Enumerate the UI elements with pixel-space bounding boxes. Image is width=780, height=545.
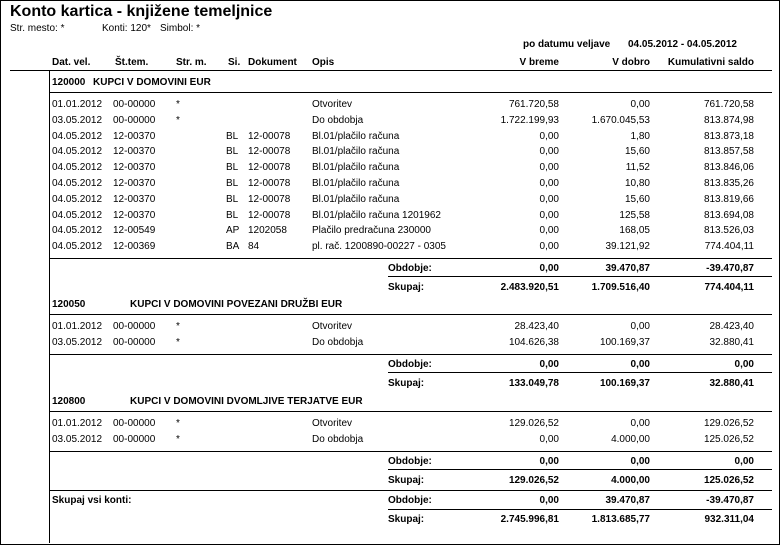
row-dat-vel: 01.01.2012 (52, 418, 103, 429)
row-str-m: * (176, 321, 180, 332)
grand-obdobje-rule (388, 509, 772, 510)
report-title: Konto kartica - knjižene temeljnice (10, 3, 273, 20)
row-opis: Bl.01/plačilo računa (312, 178, 400, 189)
col-kumulativni-saldo: Kumulativni saldo (667, 57, 754, 68)
row-si: BL (226, 210, 239, 221)
obdobje-v-dobro: 39.470,87 (605, 263, 650, 274)
row-si: BL (226, 131, 239, 142)
group-code: 120050 (52, 299, 86, 310)
header-rule (10, 70, 772, 71)
obdobje-kumulativni-saldo: 0,00 (734, 456, 754, 467)
row-v-dobro: 4.000,00 (611, 434, 650, 445)
row-kumulativni-saldo: 28.423,40 (709, 321, 754, 332)
row-st-tem: 12-00370 (113, 131, 156, 142)
group-end-rule (49, 354, 772, 355)
obdobje-label: Obdobje: (388, 359, 432, 370)
skupaj-v-breme: 133.049,78 (508, 378, 559, 389)
row-dat-vel: 04.05.2012 (52, 131, 103, 142)
group-rule (49, 411, 772, 412)
row-kumulativni-saldo: 761.720,58 (703, 99, 754, 110)
col-si: Si. (228, 57, 241, 68)
obdobje-rule (388, 276, 772, 277)
row-v-dobro: 168,05 (619, 225, 650, 236)
row-dokument: 12-00078 (248, 178, 291, 189)
row-st-tem: 00-00000 (113, 115, 156, 126)
row-v-breme: 0,00 (539, 146, 559, 157)
row-v-breme: 129.026,52 (508, 418, 559, 429)
row-st-tem: 00-00000 (113, 434, 156, 445)
row-v-dobro: 15,60 (624, 194, 650, 205)
row-str-m: * (176, 434, 180, 445)
row-dokument: 12-00078 (248, 146, 291, 157)
row-si: AP (226, 225, 240, 236)
row-dokument: 1202058 (248, 225, 287, 236)
obdobje-kumulativni-saldo: -39.470,87 (706, 263, 754, 274)
row-v-dobro: 1.670.045,53 (591, 115, 650, 126)
filter-str-mesto: Str. mesto: * (10, 23, 65, 34)
obdobje-v-dobro: 0,00 (630, 456, 650, 467)
row-kumulativni-saldo: 813.526,03 (703, 225, 754, 236)
skupaj-vsi-konti-label: Skupaj vsi konti: (52, 495, 132, 506)
row-opis: Bl.01/plačilo računa (312, 162, 400, 173)
row-si: BL (226, 178, 239, 189)
row-v-breme: 0,00 (539, 434, 559, 445)
row-st-tem: 12-00370 (113, 146, 156, 157)
row-si: BA (226, 241, 240, 252)
col-dokument: Dokument (248, 57, 297, 68)
row-kumulativni-saldo: 32.880,41 (709, 337, 754, 348)
obdobje-v-breme: 0,00 (539, 456, 559, 467)
row-v-dobro: 0,00 (630, 321, 650, 332)
row-dat-vel: 04.05.2012 (52, 178, 103, 189)
skupaj-v-dobro: 4.000,00 (611, 475, 650, 486)
row-dokument: 12-00078 (248, 131, 291, 142)
row-si: BL (226, 146, 239, 157)
row-dokument: 12-00078 (248, 194, 291, 205)
skupaj-kumulativni-saldo: 125.026,52 (703, 475, 754, 486)
row-kumulativni-saldo: 813.819,66 (703, 194, 754, 205)
col-st-tem: Št.tem. (115, 57, 149, 68)
row-dat-vel: 04.05.2012 (52, 210, 103, 221)
obdobje-label: Obdobje: (388, 456, 432, 467)
row-opis: Do obdobja (312, 115, 364, 126)
row-st-tem: 00-00000 (113, 418, 156, 429)
group-name: KUPCI V DOMOVINI EUR (93, 77, 211, 88)
row-dat-vel: 03.05.2012 (52, 337, 103, 348)
row-opis: Bl.01/plačilo računa 1201962 (312, 210, 441, 221)
row-kumulativni-saldo: 813.846,06 (703, 162, 754, 173)
col-opis: Opis (312, 57, 335, 68)
row-opis: Do obdobja (312, 434, 364, 445)
col-dat-vel: Dat. vel. (52, 57, 91, 68)
row-v-dobro: 1,80 (630, 131, 650, 142)
group-rule (49, 92, 772, 93)
row-v-breme: 761.720,58 (508, 99, 559, 110)
row-kumulativni-saldo: 774.404,11 (704, 241, 754, 252)
row-st-tem: 00-00000 (113, 337, 156, 348)
skupaj-label: Skupaj: (388, 378, 425, 389)
row-opis: Bl.01/plačilo računa (312, 194, 400, 205)
row-opis: Otvoritev (312, 99, 353, 110)
skupaj-v-dobro: 100.169,37 (599, 378, 650, 389)
grand-skupaj-v-dobro: 1.813.685,77 (591, 514, 650, 525)
row-kumulativni-saldo: 129.026,52 (703, 418, 754, 429)
row-str-m: * (176, 115, 180, 126)
date-range: 04.05.2012 - 04.05.2012 (628, 39, 737, 50)
group-end-rule (49, 451, 772, 452)
row-opis: pl. rač. 1200890-00227 - 0305 (312, 241, 446, 252)
grand-skupaj-label: Skupaj: (388, 514, 425, 525)
row-si: BL (226, 162, 239, 173)
grand-obdobje-v-breme: 0,00 (539, 495, 559, 506)
row-v-dobro: 39.121,92 (605, 241, 650, 252)
row-v-dobro: 125,58 (619, 210, 650, 221)
row-v-breme: 0,00 (539, 131, 559, 142)
row-st-tem: 00-00000 (113, 321, 156, 332)
row-dokument: 12-00078 (248, 210, 291, 221)
row-st-tem: 00-00000 (113, 99, 156, 110)
row-v-breme: 28.423,40 (514, 321, 559, 332)
row-str-m: * (176, 337, 180, 348)
row-str-m: * (176, 99, 180, 110)
row-kumulativni-saldo: 813.857,58 (703, 146, 754, 157)
grand-total-rule (49, 490, 772, 491)
row-dat-vel: 04.05.2012 (52, 194, 103, 205)
row-dat-vel: 03.05.2012 (52, 115, 103, 126)
row-v-dobro: 100.169,37 (599, 337, 650, 348)
skupaj-label: Skupaj: (388, 282, 425, 293)
row-v-breme: 0,00 (539, 225, 559, 236)
row-dat-vel: 01.01.2012 (52, 321, 103, 332)
grand-obdobje-kumulativni-saldo: -39.470,87 (706, 495, 754, 506)
row-st-tem: 12-00370 (113, 162, 156, 173)
obdobje-v-breme: 0,00 (539, 359, 559, 370)
filter-simbol: Simbol: * (160, 23, 201, 34)
row-dat-vel: 03.05.2012 (52, 434, 103, 445)
col-v-breme: V breme (519, 57, 559, 68)
row-st-tem: 12-00369 (113, 241, 156, 252)
skupaj-v-breme: 2.483.920,51 (500, 282, 559, 293)
row-v-breme: 1.722.199,93 (500, 115, 559, 126)
group-code: 120000 (52, 77, 86, 88)
grand-obdobje-v-dobro: 39.470,87 (605, 495, 650, 506)
row-opis: Do obdobja (312, 337, 364, 348)
row-v-dobro: 15,60 (624, 146, 650, 157)
row-dat-vel: 04.05.2012 (52, 225, 103, 236)
row-opis: Bl.01/plačilo računa (312, 131, 400, 142)
row-kumulativni-saldo: 813.835,26 (703, 178, 754, 189)
row-st-tem: 12-00370 (113, 178, 156, 189)
skupaj-kumulativni-saldo: 32.880,41 (709, 378, 754, 389)
row-opis: Otvoritev (312, 418, 353, 429)
group-rule (49, 314, 772, 315)
row-opis: Plačilo predračuna 230000 (312, 225, 431, 236)
group-name: KUPCI V DOMOVINI DVOMLJIVE TERJATVE EUR (130, 396, 363, 407)
group-name: KUPCI V DOMOVINI POVEZANI DRUŽBI EUR (130, 299, 343, 310)
row-dokument: 12-00078 (248, 162, 291, 173)
group-end-rule (49, 258, 772, 259)
row-v-breme: 0,00 (539, 178, 559, 189)
obdobje-label: Obdobje: (388, 263, 432, 274)
skupaj-label: Skupaj: (388, 475, 425, 486)
obdobje-v-breme: 0,00 (539, 263, 559, 274)
col-str-m: Str. m. (176, 57, 207, 68)
grand-skupaj-kumulativni-saldo: 932.311,04 (704, 514, 754, 525)
row-st-tem: 12-00370 (113, 210, 156, 221)
row-kumulativni-saldo: 813.694,08 (703, 210, 754, 221)
row-dat-vel: 04.05.2012 (52, 146, 103, 157)
col-v-dobro: V dobro (612, 57, 650, 68)
date-label: po datumu veljave (523, 39, 611, 50)
row-v-dobro: 10,80 (624, 178, 650, 189)
row-opis: Bl.01/plačilo računa (312, 146, 400, 157)
left-margin-rule (49, 70, 50, 543)
obdobje-v-dobro: 0,00 (630, 359, 650, 370)
row-kumulativni-saldo: 813.873,18 (703, 131, 754, 142)
row-v-dobro: 11,52 (625, 162, 650, 173)
row-str-m: * (176, 418, 180, 429)
obdobje-rule (388, 372, 772, 373)
grand-skupaj-v-breme: 2.745.996,81 (500, 514, 559, 525)
row-v-breme: 0,00 (539, 241, 559, 252)
obdobje-rule (388, 469, 772, 470)
skupaj-v-breme: 129.026,52 (508, 475, 559, 486)
skupaj-v-dobro: 1.709.516,40 (591, 282, 650, 293)
row-si: BL (226, 194, 239, 205)
grand-obdobje-label: Obdobje: (388, 495, 432, 506)
filter-konti: Konti: 120* (102, 23, 151, 34)
row-v-breme: 0,00 (539, 210, 559, 221)
row-v-breme: 0,00 (539, 194, 559, 205)
row-dokument: 84 (248, 241, 260, 252)
row-v-dobro: 0,00 (630, 418, 650, 429)
row-dat-vel: 04.05.2012 (52, 162, 103, 173)
skupaj-kumulativni-saldo: 774.404,11 (704, 282, 754, 293)
row-dat-vel: 04.05.2012 (52, 241, 103, 252)
row-v-breme: 0,00 (539, 162, 559, 173)
row-kumulativni-saldo: 813.874,98 (703, 115, 754, 126)
row-dat-vel: 01.01.2012 (52, 99, 103, 110)
row-v-breme: 104.626,38 (508, 337, 559, 348)
group-code: 120800 (52, 396, 86, 407)
obdobje-kumulativni-saldo: 0,00 (734, 359, 754, 370)
row-st-tem: 12-00370 (113, 194, 156, 205)
row-opis: Otvoritev (312, 321, 353, 332)
row-v-dobro: 0,00 (630, 99, 650, 110)
row-st-tem: 12-00549 (113, 225, 156, 236)
row-kumulativni-saldo: 125.026,52 (703, 434, 754, 445)
